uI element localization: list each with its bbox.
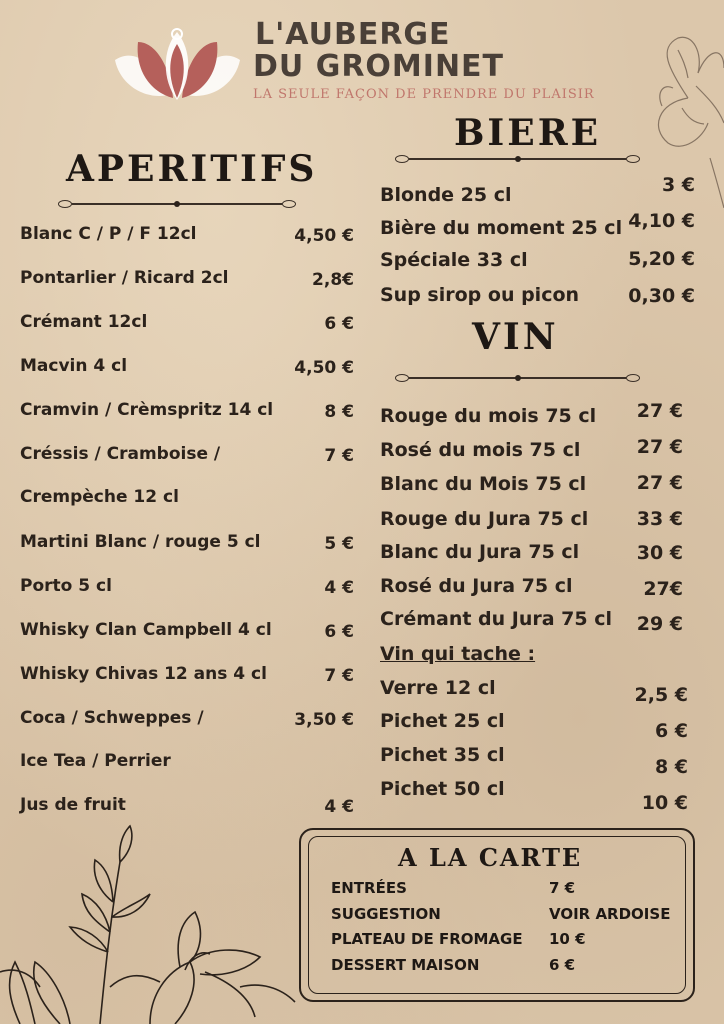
vin-heading: VIN (472, 316, 559, 358)
aperitif-item-price: 4 € (324, 578, 354, 598)
aperitif-item-price: 3,50 € (294, 710, 354, 730)
vin-item-name: Rosé du mois 75 cl (380, 439, 581, 461)
vin-item-price: 27 € (636, 472, 683, 494)
biere-divider (395, 155, 640, 163)
vin-item-name: Blanc du Mois 75 cl (380, 473, 587, 495)
carte-item-price: 10 € (549, 930, 586, 948)
aperitif-item-name: Pontarlier / Ricard 2cl (20, 268, 229, 288)
biere-item-name: Blonde 25 cl (380, 184, 512, 206)
vin-tache-item-price: 10 € (641, 792, 688, 814)
aperitif-item-name: Ice Tea / Perrier (20, 751, 171, 771)
vin-item-price: 29 € (636, 613, 683, 635)
carte-item-name: SUGGESTION (331, 905, 441, 923)
aperitif-item-price: 7 € (324, 666, 354, 686)
biere-item-name: Spéciale 33 cl (380, 249, 528, 271)
aperitif-item-name: Jus de fruit (20, 795, 126, 815)
aperitif-item-name: Coca / Schweppes / (20, 708, 204, 728)
vin-item-price: 27 € (636, 400, 683, 422)
vin-qui-tache-heading: Vin qui tache : (380, 643, 536, 665)
restaurant-name-line1: L'AUBERGE (255, 17, 451, 52)
vin-tache-item-name: Pichet 35 cl (380, 744, 505, 766)
biere-item-name: Bière du moment 25 cl (380, 217, 623, 239)
aperitif-item-price: 4,50 € (294, 226, 354, 246)
aperitif-item-name: Whisky Chivas 12 ans 4 cl (20, 664, 267, 684)
carte-item-price: 7 € (549, 879, 576, 897)
biere-item-price: 5,20 € (628, 248, 695, 270)
a-la-carte-heading: A LA CARTE (398, 843, 583, 872)
biere-item-name: Sup sirop ou picon (380, 284, 580, 306)
biere-heading: BIERE (454, 112, 602, 154)
aperitif-item-name: Créssis / Cramboise / (20, 444, 221, 464)
aperitif-item-name: Crempèche 12 cl (20, 487, 179, 507)
carte-item-name: DESSERT MAISON (331, 956, 480, 974)
vin-item-name: Rouge du mois 75 cl (380, 405, 597, 427)
aperitif-item-price: 6 € (324, 314, 354, 334)
aperitif-item-price: 2,8€ (312, 270, 354, 290)
aperitif-item-price: 5 € (324, 534, 354, 554)
restaurant-tagline: LA SEULE FAÇON DE PRENDRE DU PLAISIR (253, 87, 595, 102)
vin-divider (395, 374, 640, 382)
aperitif-item-price: 4 € (324, 797, 354, 817)
vin-tache-item-price: 8 € (654, 756, 688, 778)
aperitif-item-price: 8 € (324, 402, 354, 422)
aperitif-item-name: Blanc C / P / F 12cl (20, 224, 197, 244)
aperitif-item-name: Whisky Clan Campbell 4 cl (20, 620, 272, 640)
aperitif-item-price: 6 € (324, 622, 354, 642)
vin-item-price: 27€ (643, 578, 683, 600)
vin-tache-item-name: Pichet 50 cl (380, 778, 505, 800)
carte-item-price: 6 € (549, 956, 576, 974)
lotus-logo-icon (110, 20, 245, 105)
vin-item-name: Blanc du Jura 75 cl (380, 541, 580, 563)
aperitif-item-name: Crémant 12cl (20, 312, 148, 332)
vin-item-name: Rouge du Jura 75 cl (380, 508, 589, 530)
vin-tache-item-name: Pichet 25 cl (380, 710, 505, 732)
aperitifs-heading: APERITIFS (66, 148, 318, 190)
aperitif-item-name: Macvin 4 cl (20, 356, 128, 376)
vin-tache-item-price: 2,5 € (634, 684, 688, 706)
aperitif-item-price: 7 € (324, 446, 354, 466)
vin-tache-item-price: 6 € (654, 720, 688, 742)
aperitif-item-name: Cramvin / Crèmspritz 14 cl (20, 400, 274, 420)
carte-item-price: VOIR ARDOISE (549, 905, 671, 923)
biere-item-price: 3 € (661, 174, 695, 196)
restaurant-name-line2: DU GROMINET (253, 49, 505, 84)
carte-item-name: ENTRÉES (331, 879, 407, 897)
aperitif-item-name: Porto 5 cl (20, 576, 112, 596)
vin-item-price: 27 € (636, 436, 683, 458)
aperitif-item-name: Martini Blanc / rouge 5 cl (20, 532, 261, 552)
vin-item-price: 30 € (636, 542, 683, 564)
carte-item-name: PLATEAU DE FROMAGE (331, 930, 523, 948)
flower-sketch-bottom-left (0, 822, 300, 1024)
biere-item-price: 0,30 € (628, 285, 695, 307)
aperitif-item-price: 4,50 € (294, 358, 354, 378)
vin-item-name: Rosé du Jura 75 cl (380, 575, 573, 597)
vin-item-price: 33 € (636, 508, 683, 530)
vin-tache-item-name: Verre 12 cl (380, 677, 496, 699)
aperitifs-divider (58, 200, 296, 208)
biere-item-price: 4,10 € (628, 210, 695, 232)
vin-item-name: Crémant du Jura 75 cl (380, 608, 613, 630)
